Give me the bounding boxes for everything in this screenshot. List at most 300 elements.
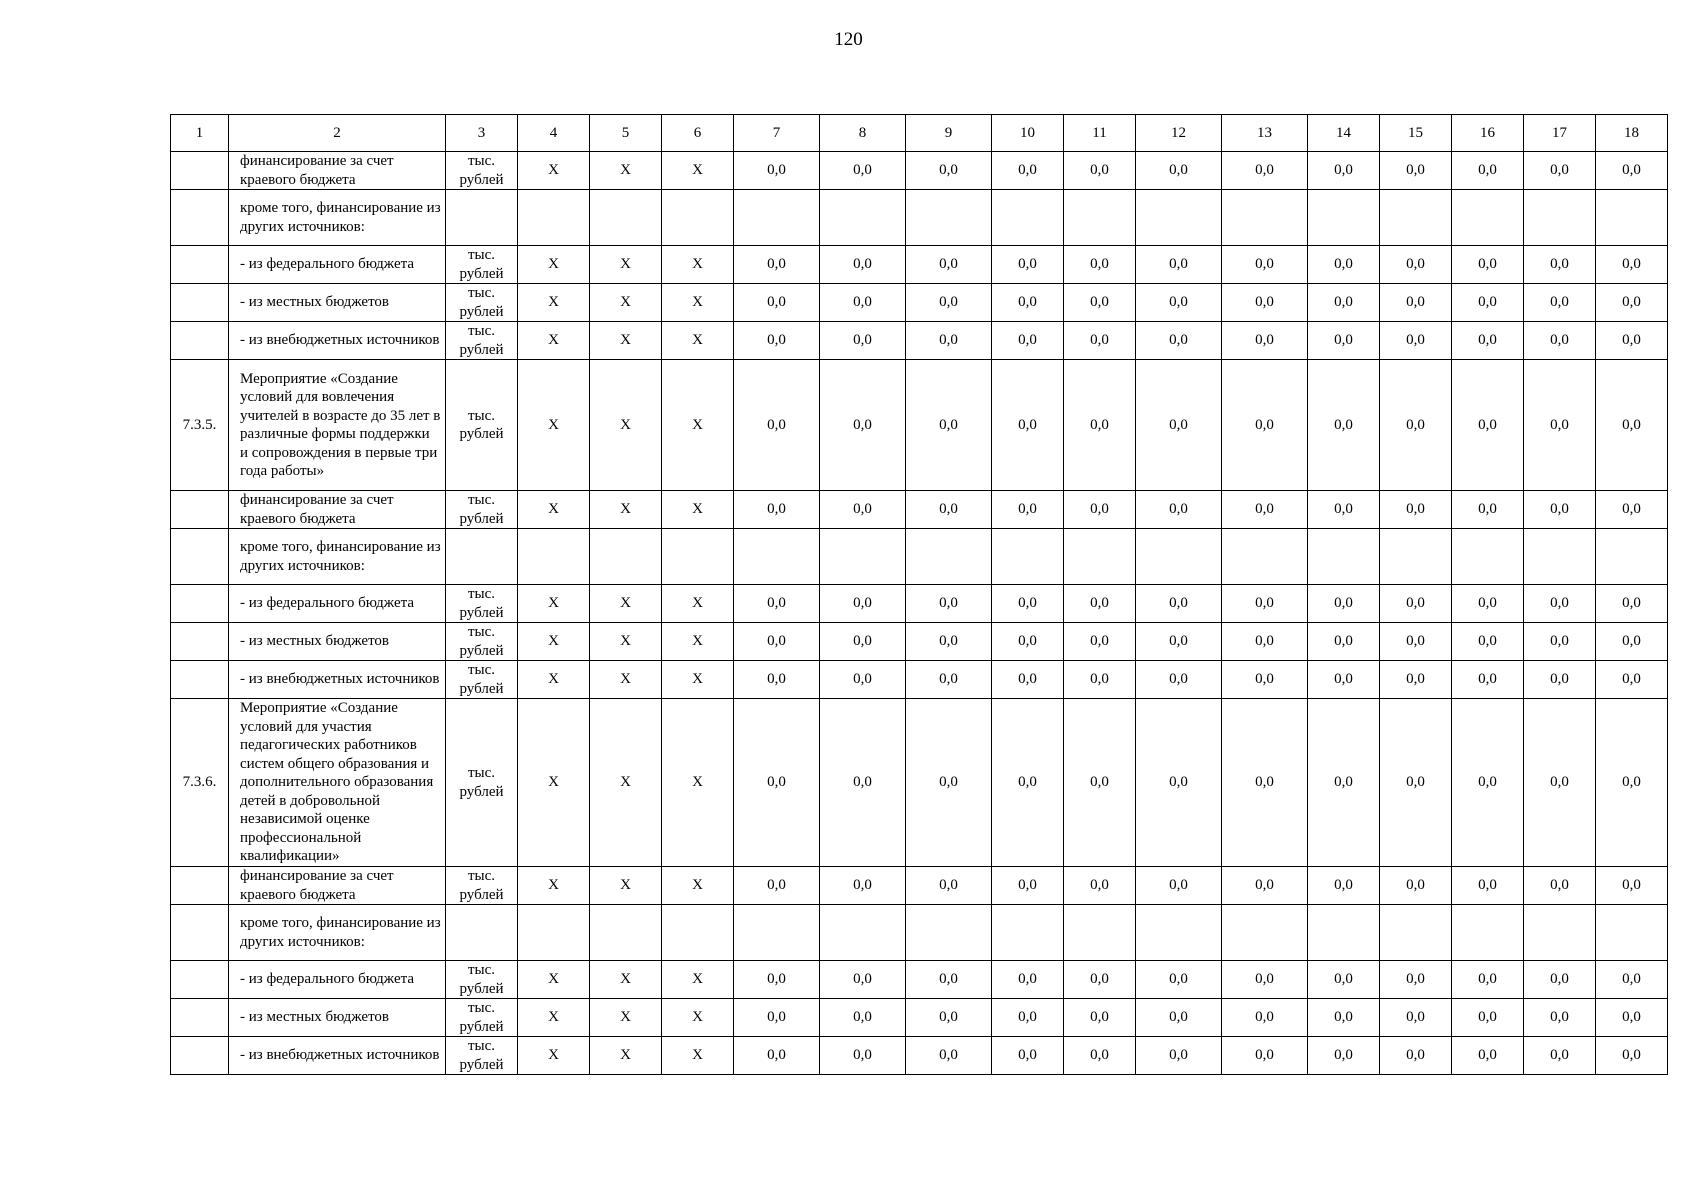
row-code (171, 867, 229, 905)
value-cell: 0,0 (992, 360, 1064, 491)
value-cell: 0,0 (1452, 867, 1524, 905)
row-name: - из внебюджетных источников (229, 661, 446, 699)
row-unit: тыс. рублей (446, 284, 518, 322)
value-cell: 0,0 (1222, 585, 1308, 623)
value-cell: 0,0 (1524, 152, 1596, 190)
x-mark-cell: X (590, 322, 662, 360)
x-mark-cell: X (590, 699, 662, 867)
value-cell: 0,0 (906, 1037, 992, 1075)
value-cell: 0,0 (1136, 491, 1222, 529)
row-unit: тыс. рублей (446, 360, 518, 491)
value-cell: 0,0 (1222, 699, 1308, 867)
column-header: 9 (906, 115, 992, 152)
x-mark-cell: X (590, 999, 662, 1037)
table-row (171, 623, 1668, 661)
empty-cell (1524, 529, 1596, 585)
row-code: 7.3.5. (171, 360, 229, 491)
row-unit: тыс. рублей (446, 623, 518, 661)
value-cell: 0,0 (1596, 284, 1668, 322)
table-row (171, 699, 1668, 867)
empty-cell (446, 190, 518, 246)
x-mark-cell: X (590, 1037, 662, 1075)
value-cell: 0,0 (1452, 1037, 1524, 1075)
value-cell: 0,0 (1524, 246, 1596, 284)
value-cell: 0,0 (1064, 152, 1136, 190)
value-cell: 0,0 (1308, 867, 1380, 905)
table-row (171, 190, 1668, 246)
row-unit: тыс. рублей (446, 999, 518, 1037)
empty-cell (1452, 190, 1524, 246)
value-cell: 0,0 (734, 322, 820, 360)
value-cell: 0,0 (906, 999, 992, 1037)
value-cell: 0,0 (1596, 867, 1668, 905)
row-code (171, 246, 229, 284)
empty-cell (734, 529, 820, 585)
value-cell: 0,0 (734, 999, 820, 1037)
x-mark-cell: X (518, 699, 590, 867)
x-mark-cell: X (518, 867, 590, 905)
value-cell: 0,0 (1308, 585, 1380, 623)
column-header: 5 (590, 115, 662, 152)
x-mark-cell: X (662, 246, 734, 284)
value-cell: 0,0 (1452, 322, 1524, 360)
column-header: 15 (1380, 115, 1452, 152)
budget-table (170, 114, 1668, 1075)
value-cell: 0,0 (1064, 246, 1136, 284)
value-cell: 0,0 (1596, 246, 1668, 284)
table-row (171, 246, 1668, 284)
value-cell: 0,0 (734, 623, 820, 661)
empty-cell (1380, 190, 1452, 246)
value-cell: 0,0 (906, 623, 992, 661)
empty-cell (518, 905, 590, 961)
value-cell: 0,0 (1136, 699, 1222, 867)
value-cell: 0,0 (1452, 999, 1524, 1037)
value-cell: 0,0 (820, 661, 906, 699)
value-cell: 0,0 (906, 699, 992, 867)
value-cell: 0,0 (1380, 246, 1452, 284)
row-name: кроме того, финансирование из других источников: (229, 905, 446, 961)
value-cell: 0,0 (906, 284, 992, 322)
x-mark-cell: X (518, 585, 590, 623)
row-code (171, 491, 229, 529)
value-cell: 0,0 (906, 661, 992, 699)
row-name: - из местных бюджетов (229, 999, 446, 1037)
row-unit: тыс. рублей (446, 152, 518, 190)
empty-cell (1064, 529, 1136, 585)
value-cell: 0,0 (820, 999, 906, 1037)
empty-cell (1380, 905, 1452, 961)
value-cell: 0,0 (734, 585, 820, 623)
value-cell: 0,0 (1524, 623, 1596, 661)
x-mark-cell: X (662, 961, 734, 999)
value-cell: 0,0 (1452, 699, 1524, 867)
value-cell: 0,0 (1308, 623, 1380, 661)
row-code (171, 905, 229, 961)
row-code (171, 529, 229, 585)
x-mark-cell: X (590, 491, 662, 529)
empty-cell (590, 190, 662, 246)
x-mark-cell: X (662, 999, 734, 1037)
value-cell: 0,0 (1524, 961, 1596, 999)
value-cell: 0,0 (1380, 491, 1452, 529)
value-cell: 0,0 (906, 961, 992, 999)
value-cell: 0,0 (906, 322, 992, 360)
row-name: - из федерального бюджета (229, 585, 446, 623)
value-cell: 0,0 (1452, 246, 1524, 284)
row-code (171, 1037, 229, 1075)
row-name: финансирование за счет краевого бюджета (229, 867, 446, 905)
table-row (171, 284, 1668, 322)
value-cell: 0,0 (1452, 152, 1524, 190)
value-cell: 0,0 (1136, 1037, 1222, 1075)
x-mark-cell: X (662, 152, 734, 190)
empty-cell (518, 190, 590, 246)
x-mark-cell: X (662, 661, 734, 699)
value-cell: 0,0 (820, 246, 906, 284)
value-cell: 0,0 (1136, 961, 1222, 999)
row-name: кроме того, финансирование из других источников: (229, 529, 446, 585)
value-cell: 0,0 (1064, 491, 1136, 529)
table-row (171, 961, 1668, 999)
column-header: 1 (171, 115, 229, 152)
value-cell: 0,0 (1222, 246, 1308, 284)
value-cell: 0,0 (734, 152, 820, 190)
value-cell: 0,0 (1308, 699, 1380, 867)
row-unit: тыс. рублей (446, 246, 518, 284)
empty-cell (662, 190, 734, 246)
row-code (171, 999, 229, 1037)
value-cell: 0,0 (734, 867, 820, 905)
empty-cell (992, 529, 1064, 585)
x-mark-cell: X (662, 585, 734, 623)
empty-cell (906, 529, 992, 585)
row-name: - из внебюджетных источников (229, 322, 446, 360)
empty-cell (1308, 529, 1380, 585)
empty-cell (1524, 190, 1596, 246)
value-cell: 0,0 (820, 491, 906, 529)
value-cell: 0,0 (1380, 322, 1452, 360)
row-code (171, 661, 229, 699)
empty-cell (1136, 529, 1222, 585)
value-cell: 0,0 (1452, 284, 1524, 322)
x-mark-cell: X (662, 699, 734, 867)
value-cell: 0,0 (1136, 867, 1222, 905)
value-cell: 0,0 (1452, 360, 1524, 491)
x-mark-cell: X (518, 491, 590, 529)
value-cell: 0,0 (1222, 999, 1308, 1037)
value-cell: 0,0 (1136, 152, 1222, 190)
value-cell: 0,0 (906, 491, 992, 529)
row-name: финансирование за счет краевого бюджета (229, 152, 446, 190)
row-name: - из федерального бюджета (229, 246, 446, 284)
value-cell: 0,0 (1308, 152, 1380, 190)
value-cell: 0,0 (1524, 699, 1596, 867)
x-mark-cell: X (518, 961, 590, 999)
row-name: кроме того, финансирование из других источников: (229, 190, 446, 246)
empty-cell (1380, 529, 1452, 585)
empty-cell (1064, 905, 1136, 961)
value-cell: 0,0 (992, 999, 1064, 1037)
value-cell: 0,0 (1380, 1037, 1452, 1075)
x-mark-cell: X (590, 284, 662, 322)
value-cell: 0,0 (906, 585, 992, 623)
table-row (171, 585, 1668, 623)
row-name: Мероприятие «Создание условий для вовлечения учителей в возрасте до 35 лет в различные формы поддержки и сопровождения в первые три года работы» (229, 360, 446, 491)
value-cell: 0,0 (1064, 961, 1136, 999)
x-mark-cell: X (590, 360, 662, 491)
column-header: 6 (662, 115, 734, 152)
value-cell: 0,0 (1596, 491, 1668, 529)
row-unit: тыс. рублей (446, 961, 518, 999)
value-cell: 0,0 (1064, 699, 1136, 867)
x-mark-cell: X (518, 1037, 590, 1075)
x-mark-cell: X (590, 961, 662, 999)
value-cell: 0,0 (1380, 284, 1452, 322)
empty-cell (1596, 529, 1668, 585)
page-number: 120 (834, 29, 863, 50)
value-cell: 0,0 (734, 360, 820, 491)
empty-cell (662, 529, 734, 585)
empty-cell (1308, 905, 1380, 961)
value-cell: 0,0 (1380, 661, 1452, 699)
empty-cell (1136, 905, 1222, 961)
header-row (171, 115, 1668, 152)
value-cell: 0,0 (1222, 867, 1308, 905)
value-cell: 0,0 (1064, 585, 1136, 623)
value-cell: 0,0 (1452, 961, 1524, 999)
value-cell: 0,0 (1524, 360, 1596, 491)
value-cell: 0,0 (1452, 585, 1524, 623)
column-header: 4 (518, 115, 590, 152)
table-row (171, 1037, 1668, 1075)
row-code (171, 322, 229, 360)
value-cell: 0,0 (992, 152, 1064, 190)
x-mark-cell: X (590, 585, 662, 623)
value-cell: 0,0 (1596, 1037, 1668, 1075)
x-mark-cell: X (662, 322, 734, 360)
value-cell: 0,0 (1308, 246, 1380, 284)
column-header: 3 (446, 115, 518, 152)
x-mark-cell: X (518, 284, 590, 322)
value-cell: 0,0 (820, 867, 906, 905)
row-code (171, 961, 229, 999)
value-cell: 0,0 (734, 491, 820, 529)
empty-cell (734, 905, 820, 961)
x-mark-cell: X (662, 360, 734, 491)
column-header: 11 (1064, 115, 1136, 152)
value-cell: 0,0 (1222, 360, 1308, 491)
row-name: - из местных бюджетов (229, 284, 446, 322)
row-name: - из федерального бюджета (229, 961, 446, 999)
value-cell: 0,0 (992, 246, 1064, 284)
value-cell: 0,0 (992, 585, 1064, 623)
x-mark-cell: X (518, 999, 590, 1037)
value-cell: 0,0 (1596, 152, 1668, 190)
value-cell: 0,0 (1308, 322, 1380, 360)
row-unit: тыс. рублей (446, 661, 518, 699)
x-mark-cell: X (590, 867, 662, 905)
value-cell: 0,0 (1136, 246, 1222, 284)
value-cell: 0,0 (820, 699, 906, 867)
x-mark-cell: X (662, 284, 734, 322)
value-cell: 0,0 (1064, 322, 1136, 360)
value-cell: 0,0 (1222, 284, 1308, 322)
row-name: Мероприятие «Создание условий для участия педагогических работников систем общего образования и дополнительного образования детей в добровольной независимой оценке профессиональной квалификации» (229, 699, 446, 867)
empty-cell (1308, 190, 1380, 246)
value-cell: 0,0 (1064, 360, 1136, 491)
value-cell: 0,0 (1064, 284, 1136, 322)
empty-cell (820, 905, 906, 961)
row-code (171, 623, 229, 661)
empty-cell (1136, 190, 1222, 246)
value-cell: 0,0 (906, 246, 992, 284)
column-header: 12 (1136, 115, 1222, 152)
value-cell: 0,0 (992, 961, 1064, 999)
value-cell: 0,0 (820, 284, 906, 322)
value-cell: 0,0 (1596, 360, 1668, 491)
x-mark-cell: X (518, 360, 590, 491)
value-cell: 0,0 (1524, 491, 1596, 529)
value-cell: 0,0 (1524, 284, 1596, 322)
empty-cell (734, 190, 820, 246)
value-cell: 0,0 (1596, 623, 1668, 661)
value-cell: 0,0 (1136, 661, 1222, 699)
value-cell: 0,0 (820, 152, 906, 190)
value-cell: 0,0 (820, 360, 906, 491)
value-cell: 0,0 (1380, 961, 1452, 999)
value-cell: 0,0 (1136, 322, 1222, 360)
table-row (171, 322, 1668, 360)
table-row (171, 999, 1668, 1037)
value-cell: 0,0 (1308, 284, 1380, 322)
row-code (171, 585, 229, 623)
value-cell: 0,0 (1524, 661, 1596, 699)
value-cell: 0,0 (820, 961, 906, 999)
x-mark-cell: X (518, 246, 590, 284)
row-code: 7.3.6. (171, 699, 229, 867)
value-cell: 0,0 (1380, 999, 1452, 1037)
value-cell: 0,0 (906, 360, 992, 491)
row-unit: тыс. рублей (446, 322, 518, 360)
value-cell: 0,0 (1222, 961, 1308, 999)
value-cell: 0,0 (734, 961, 820, 999)
value-cell: 0,0 (734, 699, 820, 867)
value-cell: 0,0 (1064, 1037, 1136, 1075)
table-row (171, 491, 1668, 529)
value-cell: 0,0 (1222, 491, 1308, 529)
x-mark-cell: X (662, 491, 734, 529)
value-cell: 0,0 (1596, 699, 1668, 867)
value-cell: 0,0 (1380, 360, 1452, 491)
column-header: 14 (1308, 115, 1380, 152)
row-unit: тыс. рублей (446, 585, 518, 623)
row-code (171, 152, 229, 190)
value-cell: 0,0 (1380, 152, 1452, 190)
value-cell: 0,0 (992, 699, 1064, 867)
column-header: 8 (820, 115, 906, 152)
value-cell: 0,0 (1524, 585, 1596, 623)
value-cell: 0,0 (1380, 585, 1452, 623)
empty-cell (1064, 190, 1136, 246)
value-cell: 0,0 (1452, 661, 1524, 699)
value-cell: 0,0 (1380, 623, 1452, 661)
value-cell: 0,0 (1596, 585, 1668, 623)
table-row (171, 661, 1668, 699)
column-header: 18 (1596, 115, 1668, 152)
value-cell: 0,0 (734, 246, 820, 284)
value-cell: 0,0 (992, 491, 1064, 529)
value-cell: 0,0 (1222, 661, 1308, 699)
empty-cell (992, 905, 1064, 961)
row-unit: тыс. рублей (446, 491, 518, 529)
empty-cell (1222, 905, 1308, 961)
value-cell: 0,0 (1136, 284, 1222, 322)
value-cell: 0,0 (1064, 623, 1136, 661)
value-cell: 0,0 (820, 585, 906, 623)
value-cell: 0,0 (1452, 623, 1524, 661)
value-cell: 0,0 (1596, 961, 1668, 999)
row-code (171, 190, 229, 246)
value-cell: 0,0 (992, 867, 1064, 905)
row-unit: тыс. рублей (446, 867, 518, 905)
empty-cell (1596, 905, 1668, 961)
value-cell: 0,0 (734, 1037, 820, 1075)
value-cell: 0,0 (1308, 961, 1380, 999)
value-cell: 0,0 (1308, 1037, 1380, 1075)
row-unit: тыс. рублей (446, 1037, 518, 1075)
column-header: 16 (1452, 115, 1524, 152)
value-cell: 0,0 (1136, 623, 1222, 661)
value-cell: 0,0 (1222, 1037, 1308, 1075)
x-mark-cell: X (590, 661, 662, 699)
value-cell: 0,0 (1308, 999, 1380, 1037)
value-cell: 0,0 (820, 1037, 906, 1075)
row-name: - из местных бюджетов (229, 623, 446, 661)
x-mark-cell: X (662, 623, 734, 661)
empty-cell (1524, 905, 1596, 961)
column-header: 2 (229, 115, 446, 152)
table-row (171, 152, 1668, 190)
empty-cell (820, 190, 906, 246)
empty-cell (518, 529, 590, 585)
empty-cell (446, 529, 518, 585)
value-cell: 0,0 (1136, 360, 1222, 491)
empty-cell (906, 905, 992, 961)
value-cell: 0,0 (992, 322, 1064, 360)
empty-cell (1596, 190, 1668, 246)
value-cell: 0,0 (1136, 585, 1222, 623)
row-code (171, 284, 229, 322)
value-cell: 0,0 (906, 152, 992, 190)
x-mark-cell: X (518, 152, 590, 190)
value-cell: 0,0 (992, 1037, 1064, 1075)
value-cell: 0,0 (1596, 661, 1668, 699)
value-cell: 0,0 (1064, 867, 1136, 905)
value-cell: 0,0 (1524, 1037, 1596, 1075)
value-cell: 0,0 (1064, 661, 1136, 699)
value-cell: 0,0 (992, 623, 1064, 661)
empty-cell (1222, 529, 1308, 585)
value-cell: 0,0 (1524, 322, 1596, 360)
value-cell: 0,0 (1136, 999, 1222, 1037)
x-mark-cell: X (590, 623, 662, 661)
value-cell: 0,0 (1308, 360, 1380, 491)
value-cell: 0,0 (1308, 491, 1380, 529)
value-cell: 0,0 (1596, 322, 1668, 360)
empty-cell (590, 905, 662, 961)
table-row (171, 867, 1668, 905)
